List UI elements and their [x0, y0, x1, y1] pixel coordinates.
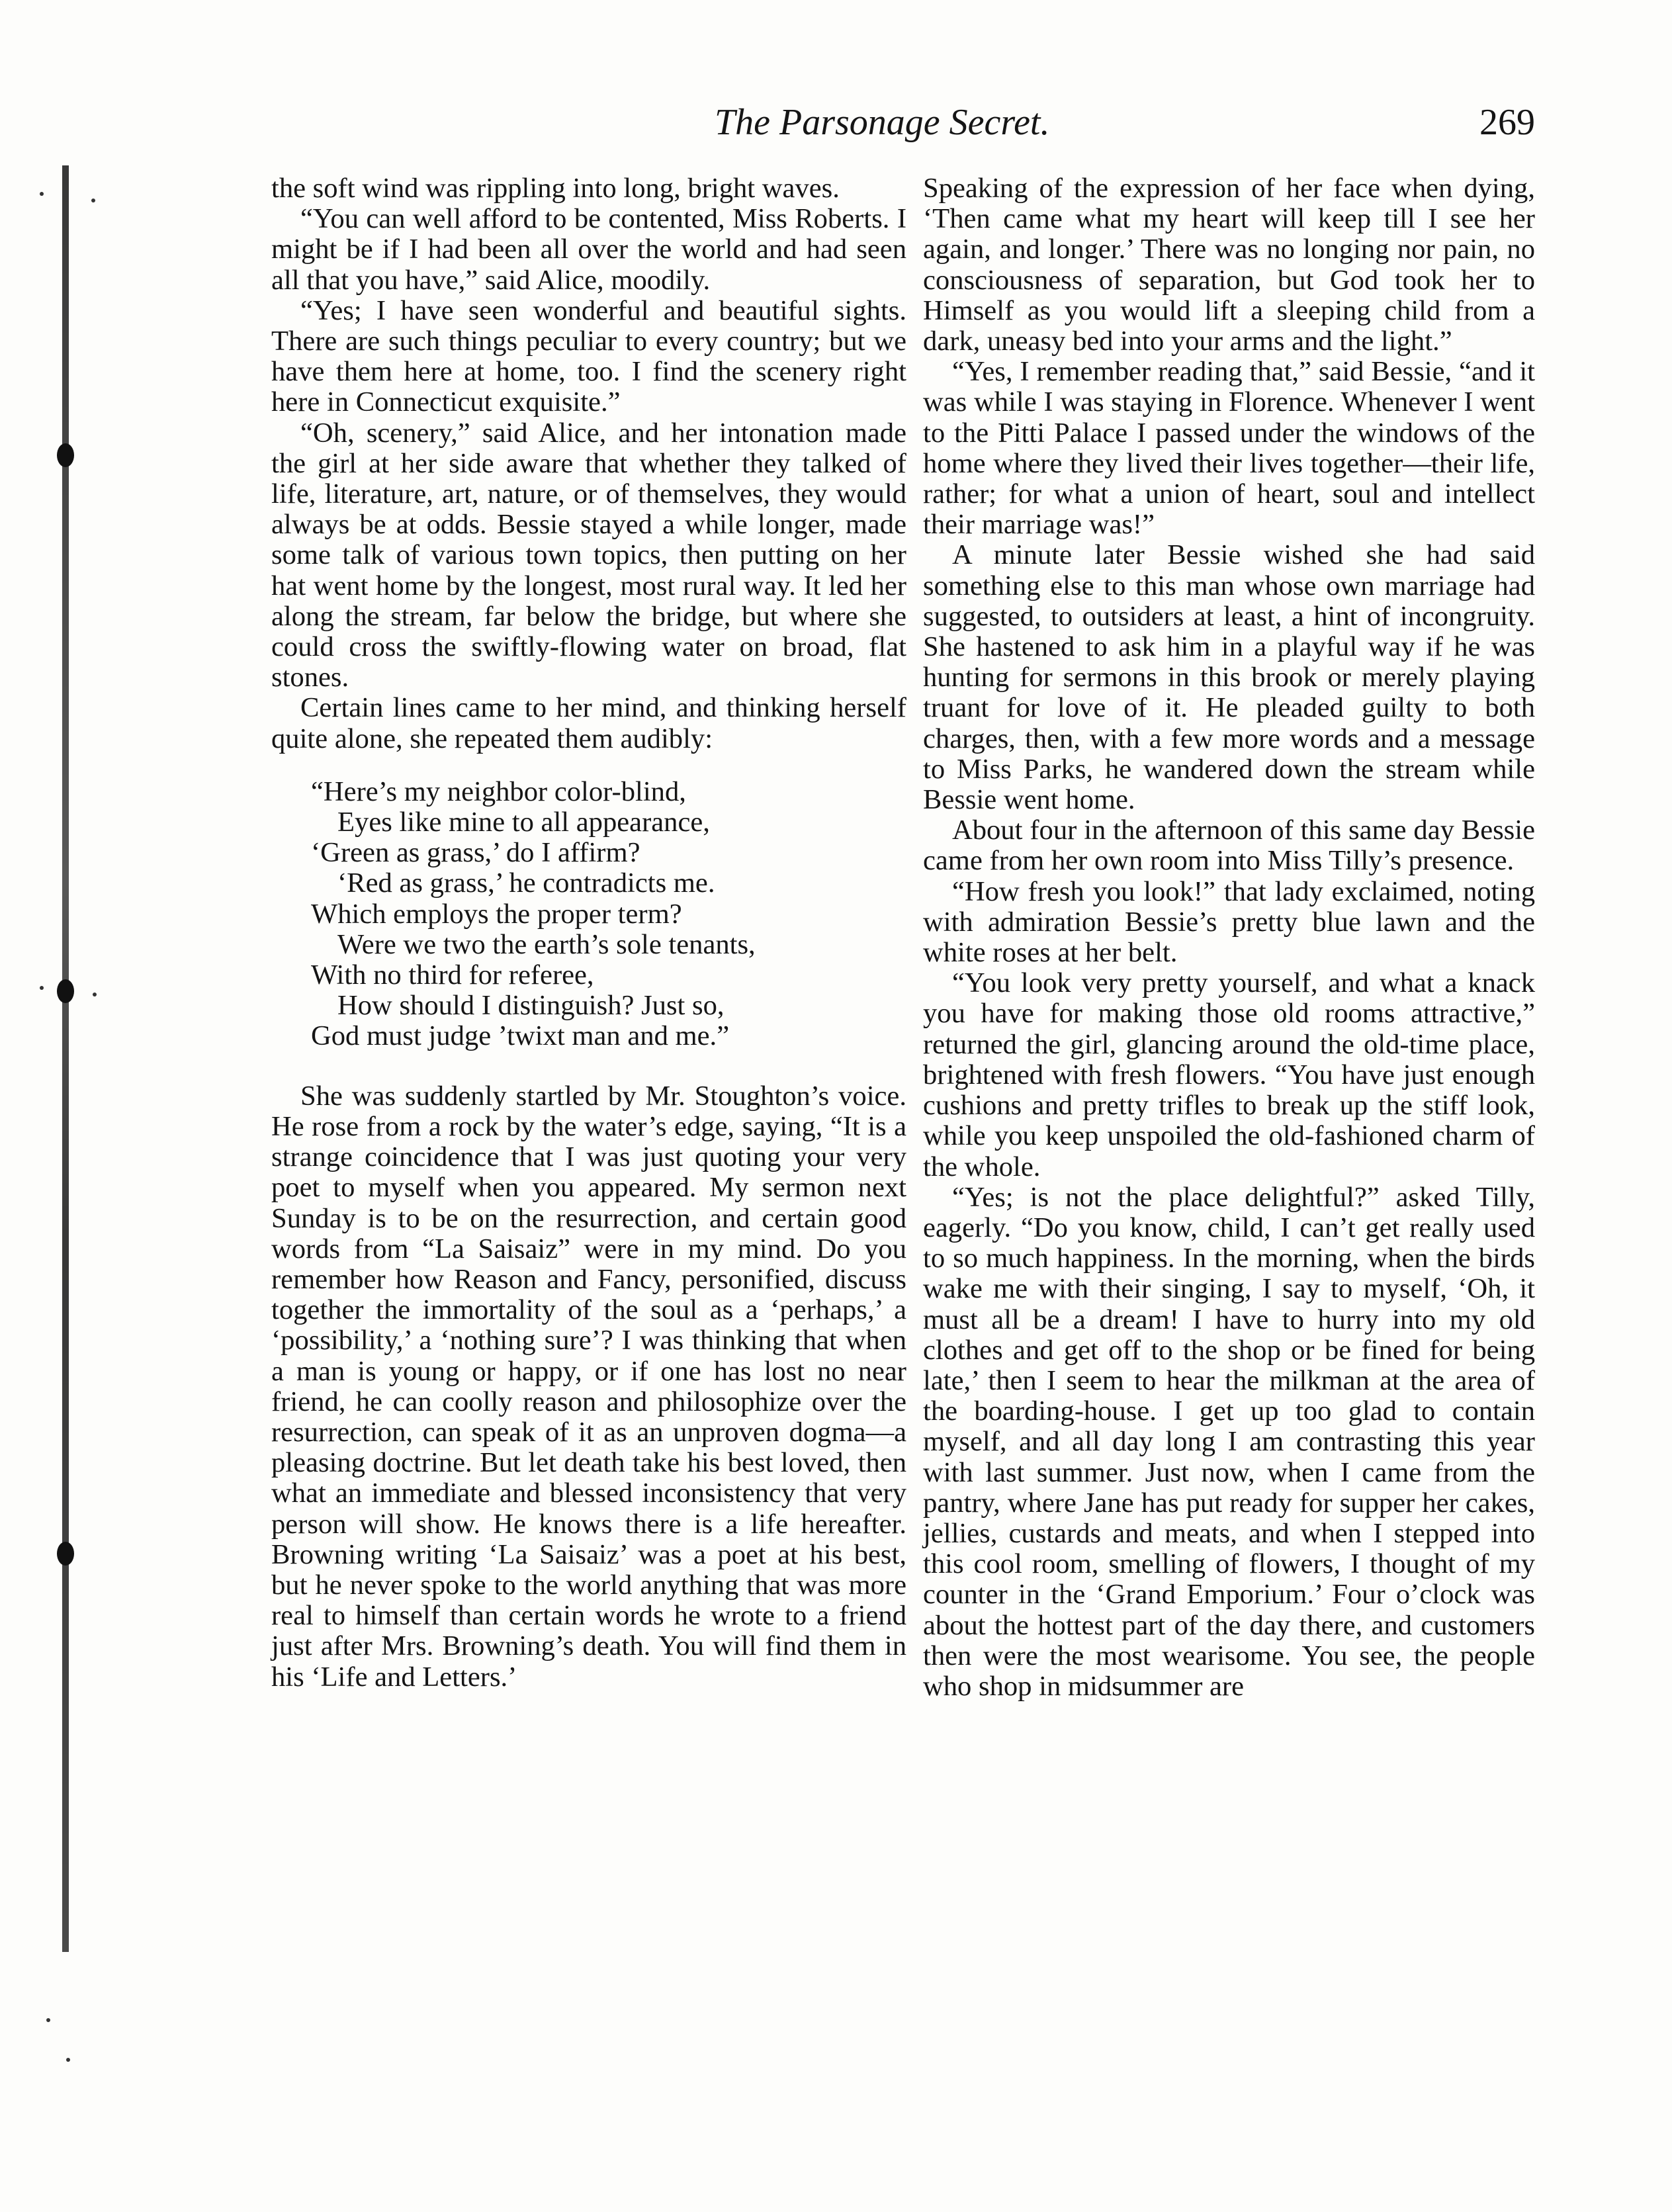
binding-spine — [62, 165, 69, 1952]
binding-thread-margin — [40, 165, 99, 2084]
paragraph: A minute later Bessie wished she had said something else to this man whose own marriage had suggested, to outsiders at least, a hint of incongruity. She hastened to ask him in a playful way if he was hunting for sermons in this brook or merely playing truant for love of it. He pleaded guilty to both charges, then, with a few more words and a message to Miss Parks, he wandered down the stream while Bessie went home. — [923, 539, 1535, 816]
binding-knot — [57, 1542, 74, 1566]
page-number: 269 — [1479, 102, 1535, 143]
poem-line: How should I distinguish? Just so, — [337, 990, 725, 1022]
paragraph: “Yes, I remember reading that,” said Bessie, “and it was while I was staying in Florence. Whenever I went to the Pitti Palace I passed under the windows of the home where they lived their lives together—their life, rather; for what a union of heart, soul and intellect their marriage was!” — [923, 356, 1535, 541]
margin-speck — [46, 2018, 50, 2022]
poem-line: With no third for referee, — [311, 959, 594, 991]
poem-line: ‘Green as grass,’ do I affirm? — [311, 837, 640, 869]
running-head — [695, 99, 1535, 146]
margin-speck — [93, 993, 97, 996]
binding-knot — [57, 443, 74, 467]
right-column — [923, 173, 1535, 1702]
poem-line: “Here’s my neighbor color-blind, — [311, 775, 686, 807]
left-column — [271, 173, 906, 1693]
poem-line: ‘Red as grass,’ he contradicts me. — [337, 867, 715, 899]
paragraph: “How fresh you look!” that lady exclaimed, noting with admiration Bessie’s pretty blue lawn and the white roses at her belt. — [923, 875, 1535, 969]
margin-speck — [40, 986, 44, 990]
paragraph: She was suddenly startled by Mr. Stoughton’s voice. He rose from a rock by the water’s edge, saying, “It is a strange coincidence that I was just quoting your very poet to myself when you appeared. My sermon next Sunday is to be on the resurrection, and certain good words from “La Saisaiz” were in my mind. Do you remember how Reason and Fancy, personified, discuss together the immortality of the soul as a ‘perhaps,’ a ‘possibility,’ a ‘nothing sure’? I was thinking that when a man is young or happy, or if one has lost no near friend, he can coolly reason and philosophize over the resurrection, can speak of it as an unproven dogma—a pleasing doctrine. But let death take his best loved, then what an immediate and blessed inconsistency that very person will show. He knows there is a life hereafter. Browning writing ‘La Saisaiz’ was a poet at his best, but he never spoke to the world anything that was more real to himself than certain words he wrote to a friend just after Mrs. Browning’s death. You will find them in his ‘Life and Letters.’ — [271, 1080, 906, 1693]
paragraph: “Yes; I have seen wonderful and beautiful sights. There are such things peculiar to every country; but we have them here at home, too. I find the scenery right here in Connecticut exquisite.” — [271, 294, 906, 418]
poem-line: Which employs the proper term? — [311, 898, 682, 930]
poem-quotation — [311, 777, 906, 1052]
paragraph: the soft wind was rippling into long, bright waves. — [271, 173, 840, 204]
running-title: The Parsonage Secret. — [715, 102, 1050, 143]
paragraph: Certain lines came to her mind, and thinking herself quite alone, she repeated them audibly: — [271, 692, 906, 754]
paragraph: About four in the afternoon of this same day Bessie came from her own room into Miss Tilly’s presence. — [923, 815, 1535, 877]
poem-line: God must judge ’twixt man and me.” — [311, 1020, 730, 1052]
paragraph: “You look very pretty yourself, and what a knack you have for making those old rooms attractive,” returned the girl, glancing around the old-time place, brightened with fresh flowers. “You have just enough cushions and pretty trifles to break up the stiff look, while you keep unspoiled the old-fashioned charm of the whole. — [923, 967, 1535, 1182]
paragraph: “You can well afford to be contented, Miss Roberts. I might be if I had been all over the world and had seen all that you have,” said Alice, moodily. — [271, 203, 906, 296]
margin-speck — [91, 199, 95, 202]
poem-line: Were we two the earth’s sole tenants, — [337, 928, 756, 960]
paragraph: Speaking of the expression of her face when dying, ‘Then came what my heart will keep till I see her again, and longer.’ There was no longing nor pain, no consciousness of separation, but God took her to Himself as you would lift a sleeping child from a dark, uneasy bed into your arms and the light.” — [923, 173, 1535, 357]
binding-knot — [57, 979, 74, 1003]
paragraph: “Yes; is not the place delightful?” asked Tilly, eagerly. “Do you know, child, I can’t get really used to so much happiness. In the morning, when the birds wake me with their singing, I say to myself, ‘Oh, it must all be a dream! I have to hurry into my old clothes and get off to the shop or be fined for being late,’ then I seem to hear the milkman at the area of the boarding-house. I get up too glad to contain myself, and all day long I am contrasting this year with last summer. Just now, when I came from the pantry, where Jane has put ready for supper her cakes, jellies, custards and meats, and when I stepped into this cool room, smelling of flowers, I thought of my counter in the ‘Grand Emporium.’ Four o’clock was about the hottest part of the day there, and customers then were the most wearisome. You see, the people who shop in midsummer are — [923, 1181, 1535, 1702]
paragraph: “Oh, scenery,” said Alice, and her intonation made the girl at her side aware that whether they talked of life, literature, art, nature, or of themselves, they would always be at odds. Bessie stayed a while longer, made some talk of various town topics, then putting on her hat went home by the longest, most rural way. It led her along the stream, far below the bridge, but where she could cross the swiftly-flowing water on broad, flat stones. — [271, 417, 906, 693]
margin-speck — [66, 2058, 70, 2062]
margin-speck — [40, 192, 44, 196]
poem-line: Eyes like mine to all appearance, — [337, 807, 710, 838]
